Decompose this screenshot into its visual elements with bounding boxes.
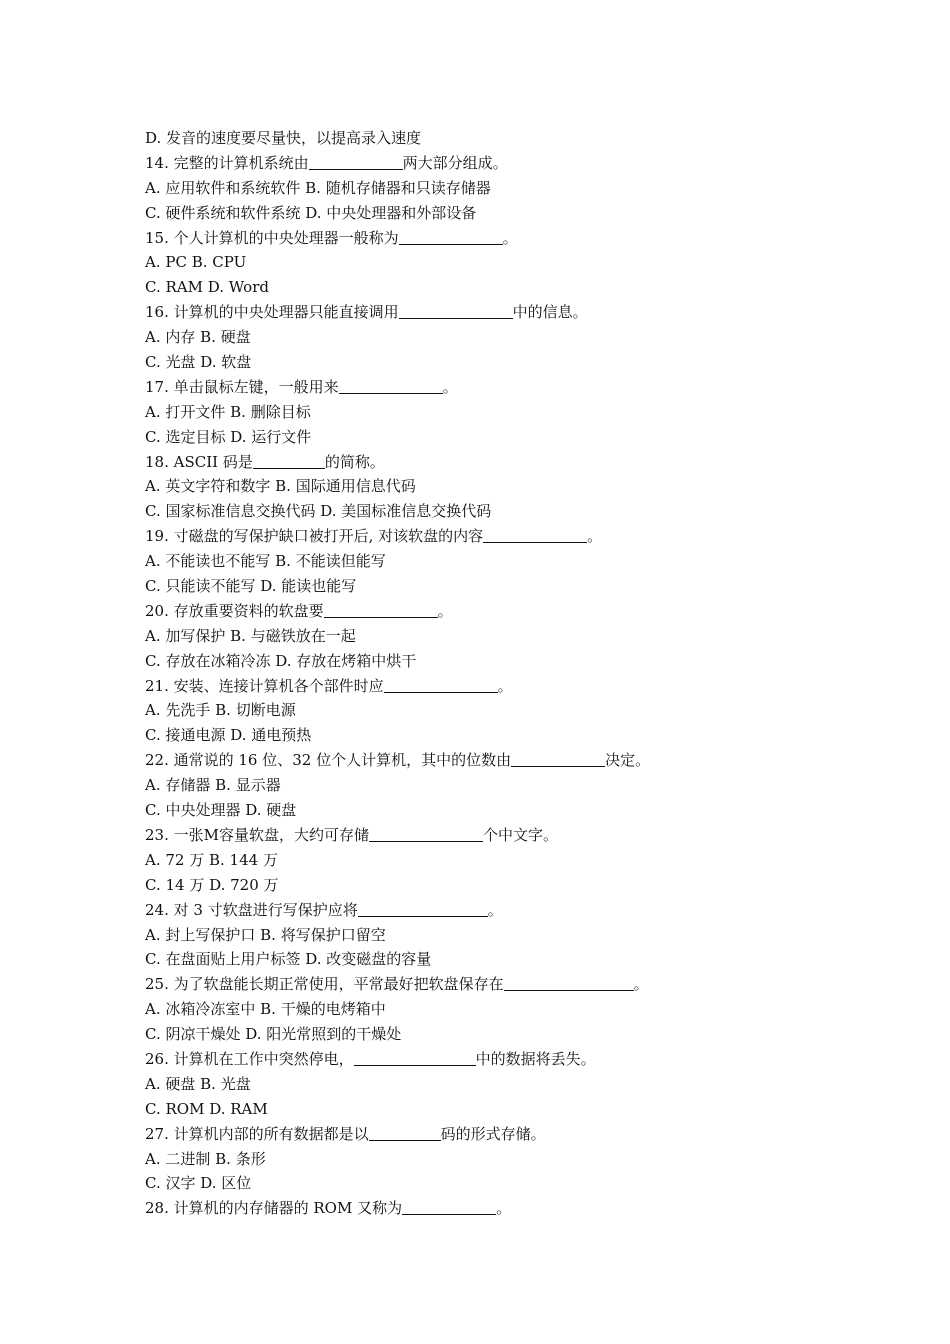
question-text: 27. 计算机内部的所有数据都是以 (145, 1124, 369, 1143)
question-text: 14. 完整的计算机系统由 (145, 153, 309, 172)
question-text-after: 。 (487, 900, 503, 919)
option-line: C. 硬件系统和软件系统 D. 中央处理器和外部设备 (145, 203, 477, 222)
question-line (145, 226, 865, 251)
question-text: 24. 对 3 寸软盘进行写保护应将 (145, 900, 358, 919)
option-line: C. 14 万 D. 720 万 (145, 875, 279, 894)
answer-blank (511, 751, 605, 767)
option-line: A. 打开文件 B. 删除目标 (145, 402, 311, 421)
question-line (145, 1047, 865, 1072)
question-line (145, 972, 865, 997)
option-line: C. 存放在冰箱冷冻 D. 存放在烤箱中烘干 (145, 651, 417, 670)
question-text: 16. 计算机的中央处理器只能直接调用 (145, 303, 399, 322)
option-line: C. 光盘 D. 软盘 (145, 353, 252, 372)
answer-blank (483, 527, 587, 543)
question-text: 25. 为了软盘能长期正常使用，平常最好把软盘保存在 (145, 975, 504, 994)
question-line (145, 599, 865, 624)
question-text: 21. 安装、连接计算机各个部件时应 (145, 676, 384, 695)
question-line (145, 524, 865, 549)
option-line: C. 国家标准信息交换代码 D. 美国标准信息交换代码 (145, 502, 492, 521)
question-text-after: 。 (497, 676, 513, 695)
option-line: A. 二进制 B. 条形 (145, 1149, 266, 1168)
document-page (145, 126, 865, 1221)
question-text-after: 码的形式存储。 (440, 1124, 546, 1143)
question-text-after: 两大部分组成。 (402, 153, 508, 172)
option-line: A. 不能读也不能写 B. 不能读但能写 (145, 552, 386, 571)
option-line: A. 封上写保护口 B. 将写保护口留空 (145, 925, 386, 944)
answer-blank (354, 1050, 476, 1066)
question-text-after: 。 (496, 1199, 512, 1218)
option-line: C. 接通电源 D. 通电预热 (145, 726, 312, 745)
question-text: 28. 计算机的内存储器的 ROM 又称为 (145, 1199, 403, 1218)
answer-blank (504, 975, 634, 991)
option-line: C. 在盘面贴上用户标签 D. 改变磁盘的容量 (145, 950, 432, 969)
answer-blank (358, 901, 488, 917)
answer-blank (253, 453, 325, 469)
question-line (145, 1196, 865, 1221)
option-line: A. 72 万 B. 144 万 (145, 850, 278, 869)
question-text-after: 。 (587, 527, 603, 546)
answer-blank (324, 602, 438, 618)
answer-blank (339, 378, 443, 394)
answer-blank (384, 677, 498, 693)
option-line: A. 英文字符和数字 B. 国际通用信息代码 (145, 477, 416, 496)
answer-blank (369, 826, 483, 842)
option-line: A. 内存 B. 硬盘 (145, 328, 251, 347)
option-line: C. 阴凉干燥处 D. 阳光常照到的干燥处 (145, 1025, 402, 1044)
answer-blank (399, 229, 503, 245)
question-line (145, 823, 865, 848)
question-text-after: 。 (502, 228, 518, 247)
question-text-after: 中的信息。 (512, 303, 588, 322)
question-text-after: 决定。 (605, 751, 651, 770)
question-text-after: 。 (437, 601, 453, 620)
question-text: 18. ASCII 码是 (145, 452, 253, 471)
question-text-after: 。 (633, 975, 649, 994)
question-line (145, 898, 865, 923)
question-line (145, 375, 865, 400)
answer-blank (309, 154, 403, 170)
option-line: C. 只能读不能写 D. 能读也能写 (145, 577, 357, 596)
question-line (145, 1122, 865, 1147)
option-line: A. 存储器 B. 显示器 (145, 776, 281, 795)
question-text: 26. 计算机在工作中突然停电， (145, 1049, 354, 1068)
option-line: C. 中央处理器 D. 硬盘 (145, 801, 297, 820)
question-text-after: 个中文字。 (482, 825, 558, 844)
question-line (145, 674, 865, 699)
question-text: 17. 单击鼠标左键，一般用来 (145, 377, 339, 396)
option-line: A. 硬盘 B. 光盘 (145, 1074, 251, 1093)
question-line (145, 300, 865, 325)
question-line (145, 450, 865, 475)
question-text: 23. 一张M容量软盘，大约可存储 (145, 825, 369, 844)
question-text-after: 。 (442, 377, 458, 396)
question-line (145, 151, 865, 176)
answer-blank (402, 1199, 496, 1215)
answer-blank (399, 303, 513, 319)
question-text-after: 的简称。 (324, 452, 385, 471)
option-line: A. 冰箱冷冻室中 B. 干燥的电烤箱中 (145, 1000, 386, 1019)
option-line: C. 选定目标 D. 运行文件 (145, 427, 312, 446)
option-line: A. 加写保护 B. 与磁铁放在一起 (145, 626, 356, 645)
option-line: C. 汉字 D. 区位 (145, 1174, 252, 1193)
option-line: A. PC B. CPU (145, 253, 247, 272)
question-text: 19. 寸磁盘的写保护缺口被打开后, 对该软盘的内容 (145, 527, 484, 546)
question-text: 20. 存放重要资料的软盘要 (145, 601, 324, 620)
answer-blank (369, 1125, 441, 1141)
option-line: D. 发音的速度要尽量快，以提高录入速度 (145, 129, 422, 147)
question-text: 15. 个人计算机的中央处理器一般称为 (145, 228, 399, 247)
option-line: C. ROM D. RAM (145, 1099, 268, 1118)
option-line: C. RAM D. Word (145, 278, 269, 297)
option-line: A. 应用软件和系统软件 B. 随机存储器和只读存储器 (145, 178, 491, 197)
question-text-after: 中的数据将丢失。 (475, 1049, 596, 1068)
option-line: A. 先洗手 B. 切断电源 (145, 701, 296, 720)
question-text: 22. 通常说的 16 位、32 位个人计算机，其中的位数由 (145, 751, 512, 770)
question-line (145, 748, 865, 773)
